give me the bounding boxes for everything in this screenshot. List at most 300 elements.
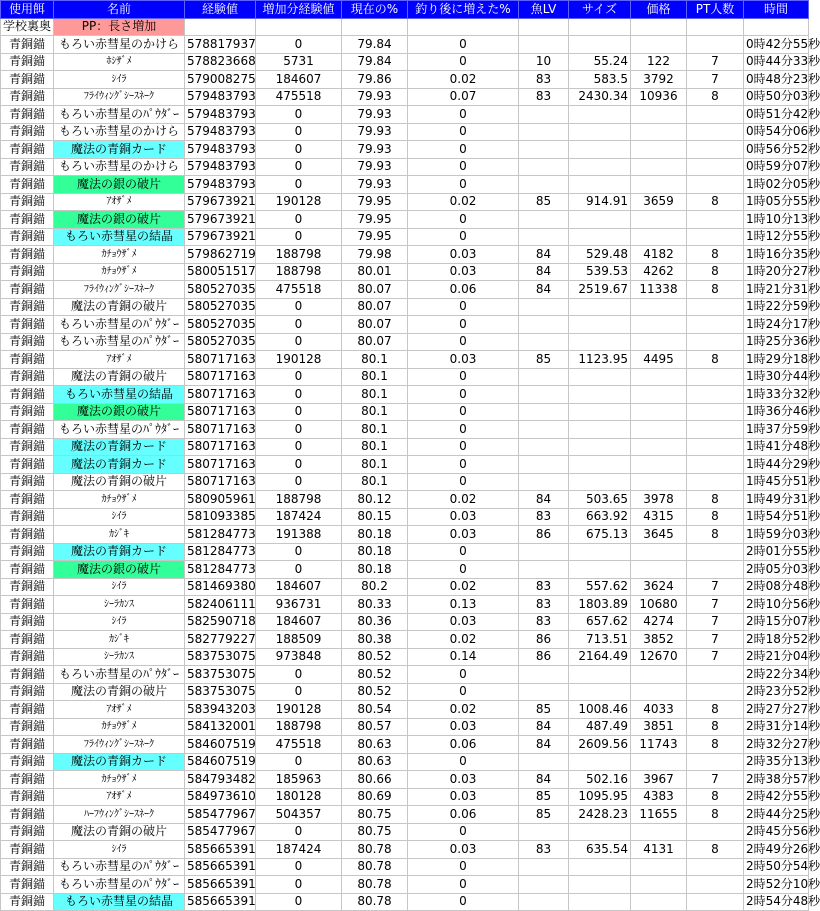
exp-cell[interactable]: 579483793 (185, 141, 256, 159)
bait-cell[interactable]: 青銅錨 (1, 508, 54, 526)
bait-cell[interactable]: 青銅錨 (1, 421, 54, 439)
pct-cell[interactable]: 80.52 (342, 683, 408, 701)
gain-cell[interactable]: 185963 (256, 771, 342, 789)
time-cell[interactable]: 2時27分27秒 (744, 701, 809, 719)
pct-cell[interactable]: 80.63 (342, 753, 408, 771)
column-header[interactable]: 価格 (631, 1, 687, 19)
pt-cell[interactable] (687, 421, 744, 439)
pct-cell[interactable]: 80.78 (342, 876, 408, 894)
pt-cell[interactable]: 8 (687, 351, 744, 369)
exp-cell[interactable]: 580717163 (185, 456, 256, 474)
pct-cell[interactable]: 79.93 (342, 88, 408, 106)
size-cell[interactable] (569, 386, 631, 404)
lv-cell[interactable] (519, 438, 569, 456)
pct-cell[interactable]: 79.95 (342, 228, 408, 246)
exp-cell[interactable]: 580717163 (185, 368, 256, 386)
lv-cell[interactable] (519, 561, 569, 579)
pct-cell[interactable]: 80.54 (342, 701, 408, 719)
gain-cell[interactable]: 0 (256, 753, 342, 771)
name-cell[interactable]: ﾊｰﾌｳｨﾝｸﾞｼｰｽﾈｰｸ (54, 806, 185, 824)
lv-cell[interactable] (519, 473, 569, 491)
lv-cell[interactable] (519, 36, 569, 54)
price-cell[interactable] (631, 473, 687, 491)
time-cell[interactable]: 0時42分55秒 (744, 36, 809, 54)
time-cell[interactable]: 1時49分31秒 (744, 491, 809, 509)
gain-cell[interactable]: 0 (256, 333, 342, 351)
pt-cell[interactable]: 7 (687, 648, 744, 666)
gain-cell[interactable]: 0 (256, 106, 342, 124)
price-cell[interactable]: 3645 (631, 526, 687, 544)
inc-cell[interactable]: 0 (408, 403, 519, 421)
pct-cell[interactable]: 80.07 (342, 333, 408, 351)
price-cell[interactable]: 3624 (631, 578, 687, 596)
exp-cell[interactable]: 584973610 (185, 788, 256, 806)
pt-cell[interactable] (687, 438, 744, 456)
pct-cell[interactable]: 80.38 (342, 631, 408, 649)
pct-cell[interactable]: 80.1 (342, 473, 408, 491)
name-cell[interactable]: 魔法の青銅カード (54, 543, 185, 561)
price-cell[interactable] (631, 561, 687, 579)
time-cell[interactable]: 1時37分59秒 (744, 421, 809, 439)
lv-cell[interactable] (519, 858, 569, 876)
time-cell[interactable]: 1時12分55秒 (744, 228, 809, 246)
pct-cell[interactable]: 80.57 (342, 718, 408, 736)
lv-cell[interactable] (519, 666, 569, 684)
pct-cell[interactable]: 79.93 (342, 141, 408, 159)
pct-cell[interactable]: 80.07 (342, 281, 408, 299)
price-cell[interactable]: 3792 (631, 71, 687, 89)
time-cell[interactable]: 1時22分59秒 (744, 298, 809, 316)
pt-cell[interactable]: 8 (687, 491, 744, 509)
gain-cell[interactable]: 180128 (256, 788, 342, 806)
pct-cell[interactable]: 80.1 (342, 368, 408, 386)
bait-cell[interactable]: 青銅錨 (1, 386, 54, 404)
name-cell[interactable]: ｶﾁｮｳｻﾞﾒ (54, 718, 185, 736)
gain-cell[interactable]: 0 (256, 316, 342, 334)
bait-cell[interactable]: 青銅錨 (1, 718, 54, 736)
gain-cell[interactable]: 475518 (256, 88, 342, 106)
pct-cell[interactable]: 80.07 (342, 298, 408, 316)
column-header[interactable]: 名前 (54, 1, 185, 19)
time-cell[interactable]: 1時45分51秒 (744, 473, 809, 491)
lv-cell[interactable] (519, 333, 569, 351)
size-cell[interactable]: 557.62 (569, 578, 631, 596)
price-cell[interactable]: 11338 (631, 281, 687, 299)
pt-cell[interactable]: 8 (687, 193, 744, 211)
size-cell[interactable] (569, 683, 631, 701)
exp-cell[interactable]: 579673921 (185, 211, 256, 229)
time-cell[interactable]: 1時24分17秒 (744, 316, 809, 334)
size-cell[interactable]: 1123.95 (569, 351, 631, 369)
gain-cell[interactable]: 0 (256, 141, 342, 159)
pct-cell[interactable]: 80.2 (342, 578, 408, 596)
lv-cell[interactable]: 83 (519, 596, 569, 614)
gain-cell[interactable]: 0 (256, 176, 342, 194)
time-cell[interactable]: 2時35分13秒 (744, 753, 809, 771)
pct-cell[interactable]: 80.18 (342, 543, 408, 561)
bait-cell[interactable]: 青銅錨 (1, 631, 54, 649)
time-cell[interactable]: 1時30分44秒 (744, 368, 809, 386)
gain-cell[interactable]: 0 (256, 386, 342, 404)
pt-cell[interactable] (687, 823, 744, 841)
time-cell[interactable]: 0時44分33秒 (744, 53, 809, 71)
exp-cell[interactable]: 583753075 (185, 648, 256, 666)
price-cell[interactable]: 4315 (631, 508, 687, 526)
name-cell[interactable]: ｶﾁｮｳｻﾞﾒ (54, 246, 185, 264)
price-cell[interactable] (631, 666, 687, 684)
bait-cell[interactable]: 青銅錨 (1, 281, 54, 299)
pt-cell[interactable] (687, 298, 744, 316)
name-cell[interactable]: 魔法の銀の破片 (54, 561, 185, 579)
gain-cell[interactable]: 0 (256, 666, 342, 684)
price-cell[interactable] (631, 823, 687, 841)
bait-cell[interactable]: 青銅錨 (1, 806, 54, 824)
bait-cell[interactable]: 青銅錨 (1, 841, 54, 859)
pt-cell[interactable] (687, 141, 744, 159)
column-header[interactable]: PT人数 (687, 1, 744, 19)
pt-cell[interactable]: 7 (687, 613, 744, 631)
size-cell[interactable] (569, 666, 631, 684)
pct-cell[interactable]: 80.33 (342, 596, 408, 614)
time-cell[interactable]: 1時41分48秒 (744, 438, 809, 456)
name-cell[interactable]: 魔法の青銅の破片 (54, 473, 185, 491)
gain-cell[interactable]: 0 (256, 456, 342, 474)
name-cell[interactable]: 魔法の青銅の破片 (54, 683, 185, 701)
gain-cell[interactable]: 184607 (256, 613, 342, 631)
size-cell[interactable]: 487.49 (569, 718, 631, 736)
inc-cell[interactable]: 0.03 (408, 613, 519, 631)
lv-cell[interactable] (519, 228, 569, 246)
time-cell[interactable]: 2時52分10秒 (744, 876, 809, 894)
lv-cell[interactable] (519, 403, 569, 421)
size-cell[interactable] (569, 753, 631, 771)
column-header[interactable]: サイズ (569, 1, 631, 19)
pct-cell[interactable]: 80.07 (342, 316, 408, 334)
name-cell[interactable]: ｱｵｻﾞﾒ (54, 351, 185, 369)
gain-cell[interactable]: 0 (256, 36, 342, 54)
gain-cell[interactable]: 0 (256, 298, 342, 316)
gain-cell[interactable]: 936731 (256, 596, 342, 614)
exp-cell[interactable]: 585665391 (185, 876, 256, 894)
pct-cell[interactable]: 79.93 (342, 158, 408, 176)
name-cell[interactable]: ﾎｼｻﾞﾒ (54, 53, 185, 71)
name-cell[interactable]: もろい赤彗星の結晶 (54, 386, 185, 404)
name-cell[interactable]: もろい赤彗星のﾊﾟｳﾀﾞｰ (54, 858, 185, 876)
name-cell[interactable]: ｶﾁｮｳｻﾞﾒ (54, 491, 185, 509)
size-cell[interactable] (569, 333, 631, 351)
price-cell[interactable] (631, 141, 687, 159)
price-cell[interactable] (631, 158, 687, 176)
name-cell[interactable]: 魔法の青銅カード (54, 438, 185, 456)
name-cell[interactable]: もろい赤彗星のﾊﾟｳﾀﾞｰ (54, 876, 185, 894)
pct-cell[interactable]: 80.75 (342, 806, 408, 824)
time-cell[interactable]: 2時31分14秒 (744, 718, 809, 736)
exp-cell[interactable]: 580527035 (185, 316, 256, 334)
pt-cell[interactable] (687, 123, 744, 141)
bait-cell[interactable]: 青銅錨 (1, 893, 54, 911)
price-cell[interactable]: 3967 (631, 771, 687, 789)
name-cell[interactable]: ﾌﾗｲｳｨﾝｸﾞｼｰｽﾈｰｸ (54, 281, 185, 299)
pt-cell[interactable] (687, 876, 744, 894)
pt-cell[interactable]: 8 (687, 841, 744, 859)
price-cell[interactable] (631, 333, 687, 351)
lv-cell[interactable]: 83 (519, 841, 569, 859)
price-cell[interactable]: 3978 (631, 491, 687, 509)
price-cell[interactable] (631, 386, 687, 404)
time-cell[interactable]: 2時32分27秒 (744, 736, 809, 754)
pct-cell[interactable]: 79.86 (342, 71, 408, 89)
pct-cell[interactable]: 80.75 (342, 823, 408, 841)
price-cell[interactable]: 11655 (631, 806, 687, 824)
time-cell[interactable]: 1時33分32秒 (744, 386, 809, 404)
size-cell[interactable]: 2428.23 (569, 806, 631, 824)
time-cell[interactable]: 2時54分48秒 (744, 893, 809, 911)
bait-cell[interactable]: 青銅錨 (1, 351, 54, 369)
bait-cell[interactable]: 青銅錨 (1, 473, 54, 491)
pct-cell[interactable]: 79.84 (342, 36, 408, 54)
exp-cell[interactable]: 581469380 (185, 578, 256, 596)
lv-cell[interactable]: 86 (519, 526, 569, 544)
name-cell[interactable]: もろい赤彗星のﾊﾟｳﾀﾞｰ (54, 421, 185, 439)
price-cell[interactable] (631, 316, 687, 334)
time-cell[interactable]: 1時16分35秒 (744, 246, 809, 264)
bait-cell[interactable]: 青銅錨 (1, 596, 54, 614)
pct-cell[interactable]: 80.69 (342, 788, 408, 806)
size-cell[interactable]: 2609.56 (569, 736, 631, 754)
pt-cell[interactable] (687, 858, 744, 876)
exp-cell[interactable]: 578817937 (185, 36, 256, 54)
pt-cell[interactable]: 8 (687, 526, 744, 544)
pt-cell[interactable] (687, 36, 744, 54)
price-cell[interactable]: 11743 (631, 736, 687, 754)
gain-cell[interactable]: 973848 (256, 648, 342, 666)
exp-cell[interactable]: 585665391 (185, 893, 256, 911)
gain-cell[interactable]: 188509 (256, 631, 342, 649)
exp-cell[interactable]: 580905961 (185, 491, 256, 509)
pct-cell[interactable]: 80.36 (342, 613, 408, 631)
gain-cell[interactable]: 5731 (256, 53, 342, 71)
pct-cell[interactable]: 79.84 (342, 53, 408, 71)
exp-cell[interactable]: 579483793 (185, 123, 256, 141)
bait-cell[interactable]: 青銅錨 (1, 211, 54, 229)
exp-cell[interactable]: 583943203 (185, 701, 256, 719)
size-cell[interactable] (569, 106, 631, 124)
time-cell[interactable]: 2時49分26秒 (744, 841, 809, 859)
price-cell[interactable]: 4274 (631, 613, 687, 631)
name-cell[interactable]: 魔法の銀の破片 (54, 403, 185, 421)
size-cell[interactable]: 2164.49 (569, 648, 631, 666)
exp-cell[interactable]: 583753075 (185, 683, 256, 701)
price-cell[interactable] (631, 543, 687, 561)
time-cell[interactable]: 2時15分07秒 (744, 613, 809, 631)
pct-cell[interactable]: 80.1 (342, 456, 408, 474)
gain-cell[interactable]: 188798 (256, 491, 342, 509)
exp-cell[interactable]: 580527035 (185, 281, 256, 299)
gain-cell[interactable]: 0 (256, 438, 342, 456)
size-cell[interactable]: 503.65 (569, 491, 631, 509)
size-cell[interactable]: 539.53 (569, 263, 631, 281)
exp-cell[interactable]: 579008275 (185, 71, 256, 89)
lv-cell[interactable] (519, 176, 569, 194)
time-cell[interactable]: 2時01分55秒 (744, 543, 809, 561)
bait-cell[interactable]: 青銅錨 (1, 106, 54, 124)
size-cell[interactable]: 502.16 (569, 771, 631, 789)
inc-cell[interactable]: 0 (408, 368, 519, 386)
inc-cell[interactable]: 0 (408, 386, 519, 404)
bait-cell[interactable]: 青銅錨 (1, 771, 54, 789)
inc-cell[interactable]: 0 (408, 683, 519, 701)
pct-cell[interactable]: 80.01 (342, 263, 408, 281)
size-cell[interactable]: 635.54 (569, 841, 631, 859)
exp-cell[interactable]: 584607519 (185, 736, 256, 754)
size-cell[interactable] (569, 876, 631, 894)
bait-cell[interactable]: 青銅錨 (1, 193, 54, 211)
exp-cell[interactable]: 580527035 (185, 333, 256, 351)
bait-cell[interactable]: 青銅錨 (1, 701, 54, 719)
pt-cell[interactable] (687, 386, 744, 404)
exp-cell[interactable]: 581284773 (185, 561, 256, 579)
time-cell[interactable]: 1時54分51秒 (744, 508, 809, 526)
price-cell[interactable]: 12670 (631, 648, 687, 666)
pt-cell[interactable] (687, 228, 744, 246)
gain-cell[interactable]: 190128 (256, 193, 342, 211)
exp-cell[interactable]: 581284773 (185, 543, 256, 561)
inc-cell[interactable]: 0 (408, 141, 519, 159)
inc-cell[interactable]: 0.03 (408, 263, 519, 281)
bait-cell[interactable]: 青銅錨 (1, 736, 54, 754)
inc-cell[interactable]: 0 (408, 123, 519, 141)
column-header[interactable]: 時間 (744, 1, 809, 19)
gain-cell[interactable]: 0 (256, 683, 342, 701)
bait-cell[interactable]: 青銅錨 (1, 53, 54, 71)
inc-cell[interactable]: 0.02 (408, 193, 519, 211)
inc-cell[interactable]: 0 (408, 158, 519, 176)
pt-cell[interactable]: 8 (687, 718, 744, 736)
price-cell[interactable] (631, 403, 687, 421)
price-cell[interactable] (631, 176, 687, 194)
time-cell[interactable]: 2時42分55秒 (744, 788, 809, 806)
time-cell[interactable]: 1時44分29秒 (744, 456, 809, 474)
pct-cell[interactable]: 80.78 (342, 893, 408, 911)
pct-cell[interactable]: 80.78 (342, 858, 408, 876)
inc-cell[interactable]: 0.02 (408, 578, 519, 596)
name-cell[interactable]: ｱｵｻﾞﾒ (54, 193, 185, 211)
gain-cell[interactable]: 0 (256, 421, 342, 439)
lv-cell[interactable]: 85 (519, 193, 569, 211)
size-cell[interactable]: 2519.67 (569, 281, 631, 299)
pt-cell[interactable] (687, 176, 744, 194)
price-cell[interactable]: 122 (631, 53, 687, 71)
price-cell[interactable]: 4131 (631, 841, 687, 859)
gain-cell[interactable]: 0 (256, 368, 342, 386)
gain-cell[interactable]: 0 (256, 543, 342, 561)
gain-cell[interactable]: 184607 (256, 71, 342, 89)
name-cell[interactable]: ｼｰﾗｶﾝｽ (54, 648, 185, 666)
pct-cell[interactable]: 80.52 (342, 648, 408, 666)
name-cell[interactable]: ｶﾁｮｳｻﾞﾒ (54, 263, 185, 281)
name-cell[interactable]: ｼｰﾗｶﾝｽ (54, 596, 185, 614)
pt-cell[interactable]: 8 (687, 701, 744, 719)
name-cell[interactable]: ｼｲﾗ (54, 613, 185, 631)
exp-cell[interactable]: 582590718 (185, 613, 256, 631)
bait-cell[interactable]: 青銅錨 (1, 876, 54, 894)
bait-cell[interactable]: 青銅錨 (1, 578, 54, 596)
bait-cell[interactable]: 青銅錨 (1, 561, 54, 579)
gain-cell[interactable]: 0 (256, 403, 342, 421)
inc-cell[interactable]: 0.03 (408, 841, 519, 859)
lv-cell[interactable]: 84 (519, 718, 569, 736)
inc-cell[interactable]: 0 (408, 53, 519, 71)
column-header[interactable]: 経験値 (185, 1, 256, 19)
name-cell[interactable]: 魔法の青銅カード (54, 753, 185, 771)
time-cell[interactable]: 2時45分56秒 (744, 823, 809, 841)
time-cell[interactable]: 1時21分31秒 (744, 281, 809, 299)
price-cell[interactable] (631, 123, 687, 141)
size-cell[interactable] (569, 176, 631, 194)
bait-cell[interactable]: 青銅錨 (1, 246, 54, 264)
lv-cell[interactable] (519, 456, 569, 474)
time-cell[interactable]: 2時21分04秒 (744, 648, 809, 666)
exp-cell[interactable]: 580527035 (185, 298, 256, 316)
time-cell[interactable]: 0時54分06秒 (744, 123, 809, 141)
bait-cell[interactable]: 青銅錨 (1, 753, 54, 771)
lv-cell[interactable] (519, 683, 569, 701)
lv-cell[interactable]: 84 (519, 491, 569, 509)
pt-cell[interactable]: 8 (687, 88, 744, 106)
gain-cell[interactable]: 0 (256, 228, 342, 246)
time-cell[interactable]: 1時02分05秒 (744, 176, 809, 194)
pt-cell[interactable]: 7 (687, 578, 744, 596)
name-cell[interactable]: ｱｵｻﾞﾒ (54, 701, 185, 719)
lv-cell[interactable] (519, 298, 569, 316)
lv-cell[interactable] (519, 893, 569, 911)
column-header[interactable]: 使用餌 (1, 1, 54, 19)
size-cell[interactable] (569, 438, 631, 456)
name-cell[interactable]: もろい赤彗星のﾊﾟｳﾀﾞｰ (54, 316, 185, 334)
exp-cell[interactable]: 580717163 (185, 403, 256, 421)
exp-cell[interactable]: 580717163 (185, 473, 256, 491)
gain-cell[interactable]: 187424 (256, 841, 342, 859)
lv-cell[interactable]: 83 (519, 88, 569, 106)
gain-cell[interactable]: 0 (256, 561, 342, 579)
pt-cell[interactable]: 7 (687, 631, 744, 649)
name-cell[interactable]: 魔法の青銅カード (54, 141, 185, 159)
exp-cell[interactable]: 584607519 (185, 753, 256, 771)
inc-cell[interactable]: 0.03 (408, 771, 519, 789)
size-cell[interactable] (569, 561, 631, 579)
bait-cell[interactable]: 青銅錨 (1, 228, 54, 246)
size-cell[interactable]: 663.92 (569, 508, 631, 526)
pt-cell[interactable]: 8 (687, 508, 744, 526)
lv-cell[interactable]: 83 (519, 71, 569, 89)
inc-cell[interactable]: 0 (408, 438, 519, 456)
price-cell[interactable]: 10680 (631, 596, 687, 614)
inc-cell[interactable]: 0.06 (408, 281, 519, 299)
lv-cell[interactable]: 83 (519, 613, 569, 631)
name-cell[interactable]: もろい赤彗星の結晶 (54, 228, 185, 246)
exp-cell[interactable]: 585477967 (185, 823, 256, 841)
price-cell[interactable]: 3659 (631, 193, 687, 211)
size-cell[interactable]: 914.91 (569, 193, 631, 211)
gain-cell[interactable]: 0 (256, 211, 342, 229)
price-cell[interactable] (631, 36, 687, 54)
gain-cell[interactable]: 187424 (256, 508, 342, 526)
lv-cell[interactable]: 85 (519, 806, 569, 824)
lv-cell[interactable]: 85 (519, 351, 569, 369)
size-cell[interactable] (569, 473, 631, 491)
exp-cell[interactable]: 579483793 (185, 106, 256, 124)
lv-cell[interactable]: 86 (519, 648, 569, 666)
